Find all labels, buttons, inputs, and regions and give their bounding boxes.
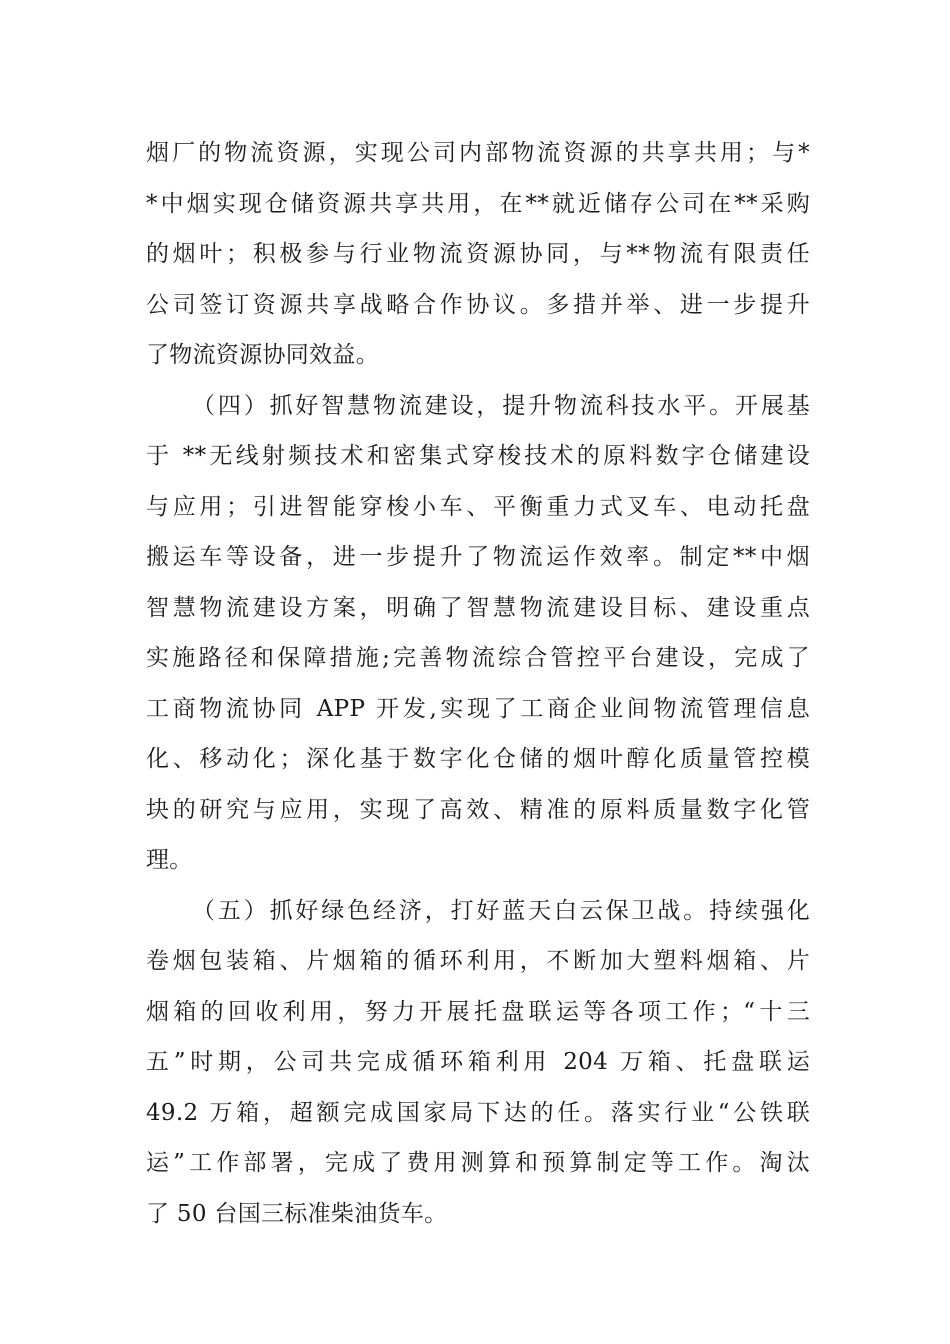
text-line: 卷烟包装箱、片烟箱的循环利用，不断加大塑料烟箱、片 xyxy=(146,948,810,974)
text-line: 公司签订资源共享战略合作协议。多措并举、进一步提升 xyxy=(146,291,810,318)
text-line: 的烟叶；积极参与行业物流资源协同，与**物流有限责任 xyxy=(146,241,810,267)
text-line: 运”工作部署，完成了费用测算和预算制定等工作。淘汰 xyxy=(146,1150,810,1176)
section-heading-line: （五）抓好绿色经济，打好蓝天白云保卫战。持续强化 xyxy=(192,897,810,924)
text-line: 了 50 台国三标准柴油货车。 xyxy=(146,1200,448,1227)
text-line: 智慧物流建设方案，明确了智慧物流建设目标、建设重点 xyxy=(146,594,810,621)
text-line: 理。 xyxy=(146,847,193,873)
section-heading-line: （四）抓好智慧物流建设，提升物流科技水平。开展基 xyxy=(192,392,810,419)
text-line: 49.2 万箱，超额完成国家局下达的任。落实行业“公铁联 xyxy=(146,1099,810,1126)
text-line: 搬运车等设备，进一步提升了物流运作效率。制定**中烟 xyxy=(146,544,810,570)
text-line: 于 **无线射频技术和密集式穿梭技术的原料数字仓储建设 xyxy=(146,443,810,469)
document-body xyxy=(146,128,810,1239)
text-line: 与应用；引进智能穿梭小车、平衡重力式叉车、电动托盘 xyxy=(146,493,810,520)
text-line: 化、移动化；深化基于数字化仓储的烟叶醇化质量管控模 xyxy=(146,746,810,772)
text-line: 烟箱的回收利用，努力开展托盘联运等各项工作；“十三 xyxy=(146,998,810,1025)
text-line: 烟厂的物流资源，实现公司内部物流资源的共享共用；与* xyxy=(146,140,810,166)
text-line: 块的研究与应用，实现了高效、精准的原料质量数字化管 xyxy=(146,796,810,823)
text-line: 了物流资源协同效益。 xyxy=(146,342,379,368)
text-line: *中烟实现仓储资源共享共用，在**就近储存公司在**采购 xyxy=(146,190,810,217)
text-line: 五”时期，公司共完成循环箱利用 204 万箱、托盘联运 xyxy=(146,1049,810,1075)
text-line: 工商物流协同 APP 开发,实现了工商企业间物流管理信息 xyxy=(146,695,810,722)
text-line: 实施路径和保障措施;完善物流综合管控平台建设，完成了 xyxy=(146,645,810,671)
